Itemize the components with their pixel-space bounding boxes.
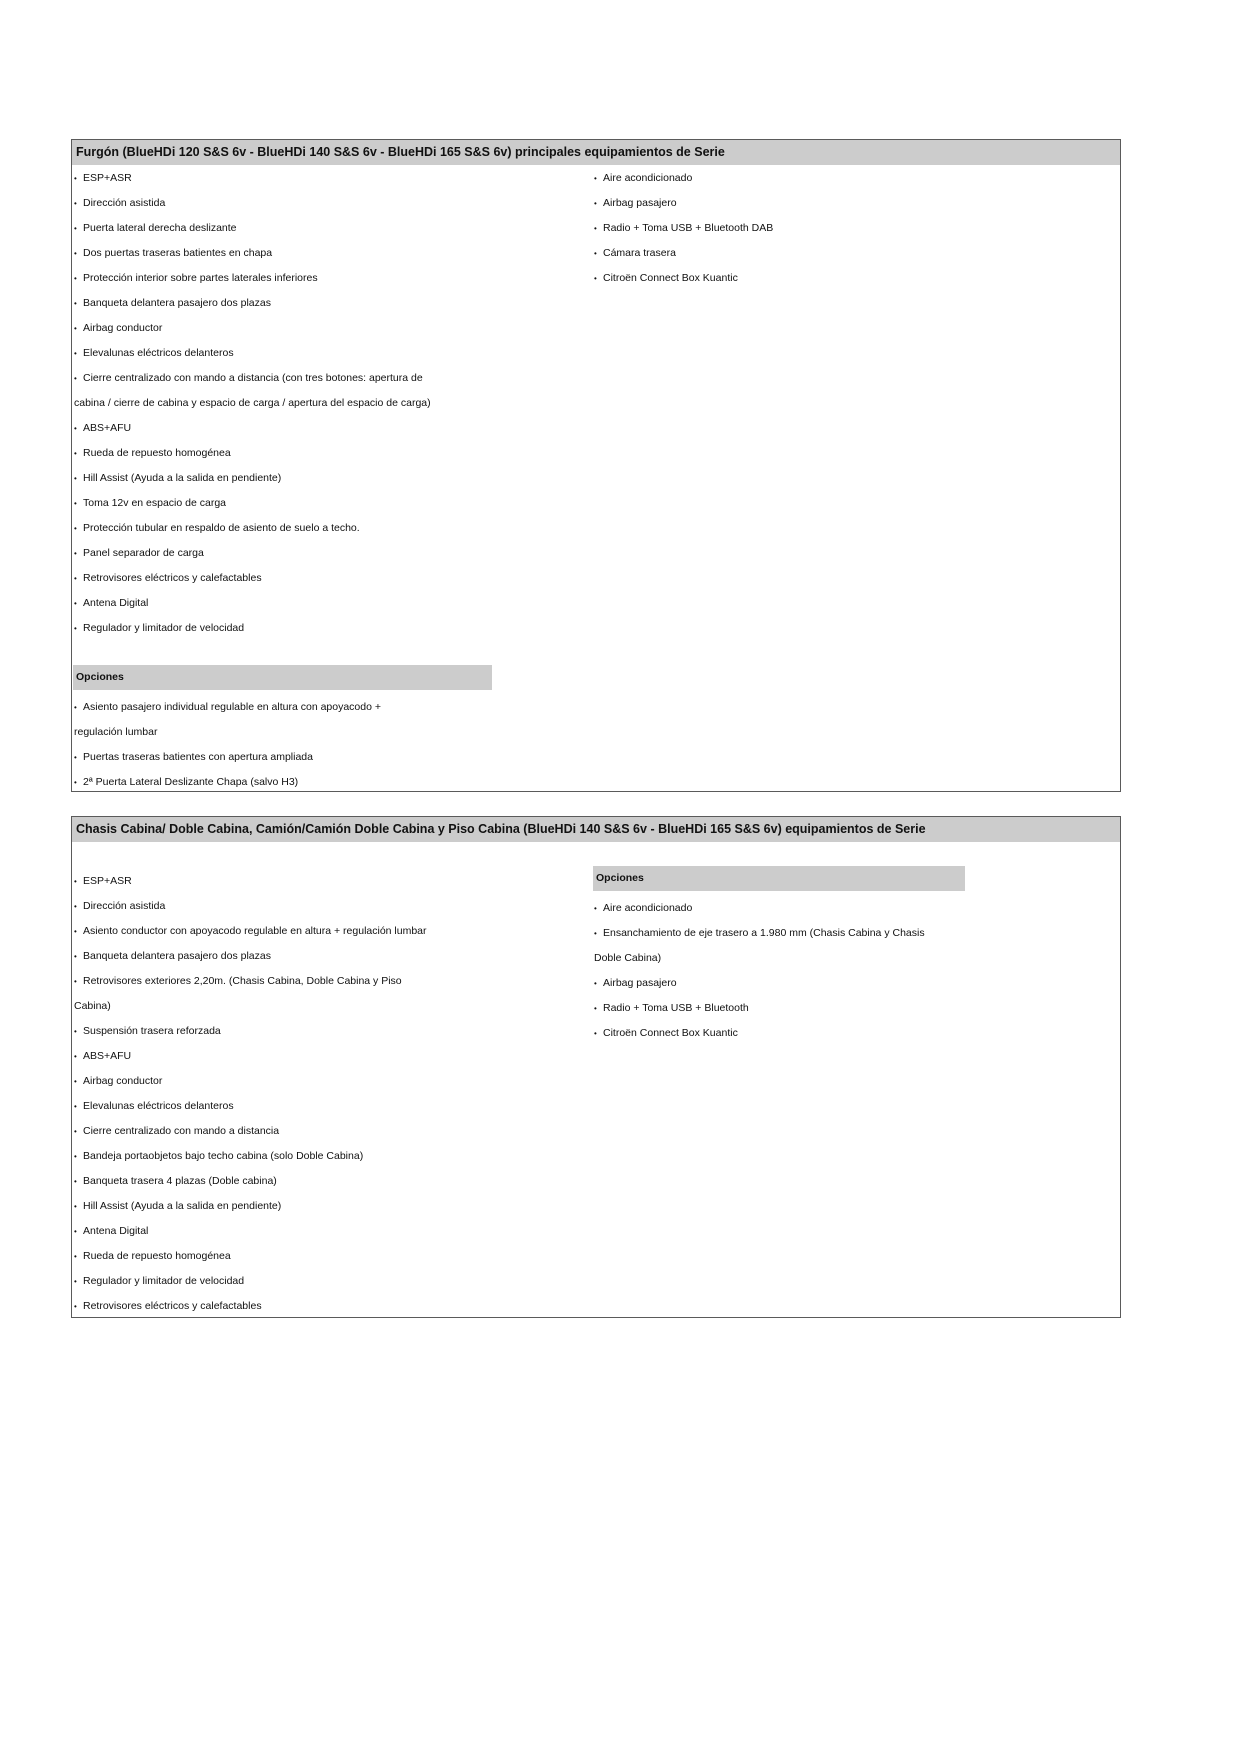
list-item-continuation bbox=[74, 391, 584, 416]
list-item-text: Antena Digital bbox=[83, 1225, 149, 1237]
list-item-text: Elevalunas eléctricos delanteros bbox=[83, 347, 234, 359]
bullet-icon bbox=[74, 695, 83, 720]
list-item bbox=[74, 869, 584, 894]
bullet-icon bbox=[74, 1044, 83, 1069]
section-title: Furgón (BlueHDi 120 S&S 6v - BlueHDi 140 S&S 6v - BlueHDi 165 S&S 6v) principales equipamientos de Serie bbox=[72, 140, 1120, 165]
bullet-icon bbox=[74, 416, 83, 441]
list-item-text: Banqueta delantera pasajero dos plazas bbox=[83, 297, 271, 309]
list-item bbox=[74, 366, 584, 391]
bullet-icon bbox=[594, 996, 603, 1021]
list-item-text: Suspensión trasera reforzada bbox=[83, 1025, 221, 1037]
bullet-icon bbox=[74, 1194, 83, 1219]
list-item bbox=[74, 1219, 584, 1244]
list-item bbox=[74, 745, 584, 770]
bullet-icon bbox=[74, 266, 83, 291]
list-item-text: Dirección asistida bbox=[83, 900, 166, 912]
bullet-icon bbox=[74, 341, 83, 366]
list-item-text: Protección interior sobre partes laterales inferiores bbox=[83, 272, 318, 284]
bullet-icon bbox=[74, 1019, 83, 1044]
list-item-text: Dos puertas traseras batientes en chapa bbox=[83, 247, 273, 259]
list-item bbox=[74, 216, 584, 241]
bullet-icon bbox=[74, 919, 83, 944]
list-item bbox=[74, 969, 584, 994]
bullet-icon bbox=[594, 191, 603, 216]
list-item bbox=[74, 241, 584, 266]
list-item-text: Retrovisores exteriores 2,20m. (Chasis Cabina, Doble Cabina y Piso bbox=[83, 975, 402, 987]
list-item bbox=[74, 770, 584, 795]
list-item-text: Aire acondicionado bbox=[603, 172, 693, 184]
list-item-text: Dirección asistida bbox=[83, 197, 166, 209]
bullet-icon bbox=[74, 1094, 83, 1119]
list-item-text: Cierre centralizado con mando a distancia bbox=[83, 1125, 280, 1137]
bullet-icon bbox=[74, 1244, 83, 1269]
section-title: Chasis Cabina/ Doble Cabina, Camión/Camión Doble Cabina y Piso Cabina (BlueHDi 140 S&S 6v - BlueHDi 165 S&S 6v) equipamientos de Serie bbox=[72, 817, 1120, 842]
list-item bbox=[74, 1294, 584, 1319]
list-item-text: Banqueta trasera 4 plazas (Doble cabina) bbox=[83, 1175, 277, 1187]
bullet-icon bbox=[594, 266, 603, 291]
bullet-icon bbox=[74, 541, 83, 566]
bullet-icon bbox=[74, 316, 83, 341]
list-item bbox=[74, 516, 584, 541]
bullet-icon bbox=[74, 869, 83, 894]
list-item bbox=[74, 1044, 584, 1069]
list-item bbox=[74, 566, 584, 591]
list-item bbox=[74, 1144, 584, 1169]
list-item bbox=[74, 1119, 584, 1144]
list-item bbox=[74, 541, 584, 566]
bullet-icon bbox=[594, 896, 603, 921]
list-item-text: Radio + Toma USB + Bluetooth DAB bbox=[603, 222, 774, 234]
bullet-icon bbox=[74, 745, 83, 770]
list-item-text: Cámara trasera bbox=[603, 247, 676, 259]
bullet-icon bbox=[74, 770, 83, 795]
list-item-text: Puerta lateral derecha deslizante bbox=[83, 222, 237, 234]
list-item-text: Cierre centralizado con mando a distancia (con tres botones: apertura de bbox=[83, 372, 423, 384]
list-item-text: Hill Assist (Ayuda a la salida en pendiente) bbox=[83, 472, 282, 484]
list-item bbox=[594, 971, 1094, 996]
list-item bbox=[594, 266, 1094, 291]
list-item-continuation bbox=[74, 720, 584, 745]
list-item-text: Panel separador de carga bbox=[83, 547, 204, 559]
list-item bbox=[74, 291, 584, 316]
bullet-icon bbox=[74, 566, 83, 591]
bullet-icon bbox=[74, 441, 83, 466]
list-item bbox=[594, 166, 1094, 191]
list-item bbox=[594, 896, 1094, 921]
list-item-text: Banqueta delantera pasajero dos plazas bbox=[83, 950, 271, 962]
list-item bbox=[74, 416, 584, 441]
list-item bbox=[594, 921, 1094, 946]
list-item-text: Radio + Toma USB + Bluetooth bbox=[603, 1002, 749, 1014]
bullet-icon bbox=[74, 1144, 83, 1169]
bullet-icon bbox=[74, 191, 83, 216]
list-item bbox=[74, 919, 584, 944]
list-item-text: Retrovisores eléctricos y calefactables bbox=[83, 572, 262, 584]
bullet-icon bbox=[74, 1219, 83, 1244]
list-item-text: Protección tubular en respaldo de asiento de suelo a techo. bbox=[83, 522, 360, 534]
list-item-text: Hill Assist (Ayuda a la salida en pendiente) bbox=[83, 1200, 282, 1212]
options-header: Opciones bbox=[73, 665, 492, 690]
bullet-icon bbox=[74, 1119, 83, 1144]
list-item-text: Airbag pasajero bbox=[603, 977, 677, 989]
list-item-text: cabina / cierre de cabina y espacio de carga / apertura del espacio de carga) bbox=[74, 397, 431, 409]
bullet-icon bbox=[74, 616, 83, 641]
bullet-icon bbox=[594, 241, 603, 266]
list-item bbox=[74, 1069, 584, 1094]
list-item-text: ESP+ASR bbox=[83, 875, 132, 887]
options-list bbox=[74, 695, 584, 795]
list-item-continuation bbox=[74, 994, 584, 1019]
section-chasis-cabina bbox=[71, 816, 1121, 1318]
list-item bbox=[74, 166, 584, 191]
list-item-text: Aire acondicionado bbox=[603, 902, 693, 914]
list-item-text: Puertas traseras batientes con apertura ampliada bbox=[83, 751, 313, 763]
bullet-icon bbox=[74, 1269, 83, 1294]
options-header: Opciones bbox=[593, 866, 965, 891]
list-item bbox=[74, 695, 584, 720]
list-item bbox=[74, 591, 584, 616]
list-item-text: Airbag pasajero bbox=[603, 197, 677, 209]
list-item-text: Citroën Connect Box Kuantic bbox=[603, 1027, 738, 1039]
bullet-icon bbox=[74, 1294, 83, 1319]
standard-equipment-list-right bbox=[594, 166, 1094, 291]
list-item bbox=[74, 316, 584, 341]
bullet-icon bbox=[74, 1169, 83, 1194]
bullet-icon bbox=[594, 921, 603, 946]
list-item-text: Toma 12v en espacio de carga bbox=[83, 497, 227, 509]
list-item bbox=[74, 1194, 584, 1219]
list-item bbox=[74, 894, 584, 919]
list-item-text: Retrovisores eléctricos y calefactables bbox=[83, 1300, 262, 1312]
list-item-text: Airbag conductor bbox=[83, 1075, 163, 1087]
list-item-text: regulación lumbar bbox=[74, 726, 158, 738]
options-list bbox=[594, 896, 1094, 1046]
bullet-icon bbox=[74, 466, 83, 491]
list-item-text: ABS+AFU bbox=[83, 422, 132, 434]
list-item bbox=[594, 191, 1094, 216]
bullet-icon bbox=[74, 216, 83, 241]
bullet-icon bbox=[74, 241, 83, 266]
list-item bbox=[74, 466, 584, 491]
bullet-icon bbox=[594, 216, 603, 241]
bullet-icon bbox=[74, 291, 83, 316]
list-item bbox=[74, 1019, 584, 1044]
bullet-icon bbox=[74, 516, 83, 541]
list-item bbox=[74, 616, 584, 641]
list-item-text: ESP+ASR bbox=[83, 172, 132, 184]
list-item-text: Ensanchamiento de eje trasero a 1.980 mm (Chasis Cabina y Chasis bbox=[603, 927, 925, 939]
list-item-text: Elevalunas eléctricos delanteros bbox=[83, 1100, 234, 1112]
bullet-icon bbox=[594, 1021, 603, 1046]
list-item bbox=[74, 266, 584, 291]
section-furgon bbox=[71, 139, 1121, 792]
list-item-text: Bandeja portaobjetos bajo techo cabina (solo Doble Cabina) bbox=[83, 1150, 364, 1162]
standard-equipment-list bbox=[74, 869, 584, 1319]
list-item-text: Citroën Connect Box Kuantic bbox=[603, 272, 738, 284]
standard-equipment-list bbox=[74, 166, 584, 641]
list-item-continuation bbox=[594, 946, 1094, 971]
bullet-icon bbox=[594, 971, 603, 996]
list-item-text: Airbag conductor bbox=[83, 322, 163, 334]
list-item bbox=[74, 1094, 584, 1119]
list-item bbox=[74, 191, 584, 216]
list-item bbox=[74, 1244, 584, 1269]
bullet-icon bbox=[74, 1069, 83, 1094]
bullet-icon bbox=[594, 166, 603, 191]
bullet-icon bbox=[74, 491, 83, 516]
bullet-icon bbox=[74, 591, 83, 616]
list-item-text: Rueda de repuesto homogénea bbox=[83, 447, 231, 459]
list-item-text: Regulador y limitador de velocidad bbox=[83, 1275, 245, 1287]
list-item-text: Asiento pasajero individual regulable en altura con apoyacodo + bbox=[83, 701, 381, 713]
list-item-text: Rueda de repuesto homogénea bbox=[83, 1250, 231, 1262]
list-item-text: Regulador y limitador de velocidad bbox=[83, 622, 245, 634]
list-item bbox=[594, 996, 1094, 1021]
list-item bbox=[74, 944, 584, 969]
list-item bbox=[594, 216, 1094, 241]
list-item bbox=[594, 241, 1094, 266]
bullet-icon bbox=[74, 944, 83, 969]
list-item-text: ABS+AFU bbox=[83, 1050, 132, 1062]
bullet-icon bbox=[74, 166, 83, 191]
list-item-text: Doble Cabina) bbox=[594, 952, 662, 964]
list-item-text: Antena Digital bbox=[83, 597, 149, 609]
list-item-text: Cabina) bbox=[74, 1000, 111, 1012]
list-item bbox=[74, 341, 584, 366]
bullet-icon bbox=[74, 894, 83, 919]
list-item bbox=[594, 1021, 1094, 1046]
bullet-icon bbox=[74, 366, 83, 391]
list-item bbox=[74, 1169, 584, 1194]
list-item bbox=[74, 491, 584, 516]
list-item bbox=[74, 1269, 584, 1294]
list-item-text: Asiento conductor con apoyacodo regulable en altura + regulación lumbar bbox=[83, 925, 427, 937]
list-item bbox=[74, 441, 584, 466]
list-item-text: 2ª Puerta Lateral Deslizante Chapa (salvo H3) bbox=[83, 776, 299, 788]
bullet-icon bbox=[74, 969, 83, 994]
